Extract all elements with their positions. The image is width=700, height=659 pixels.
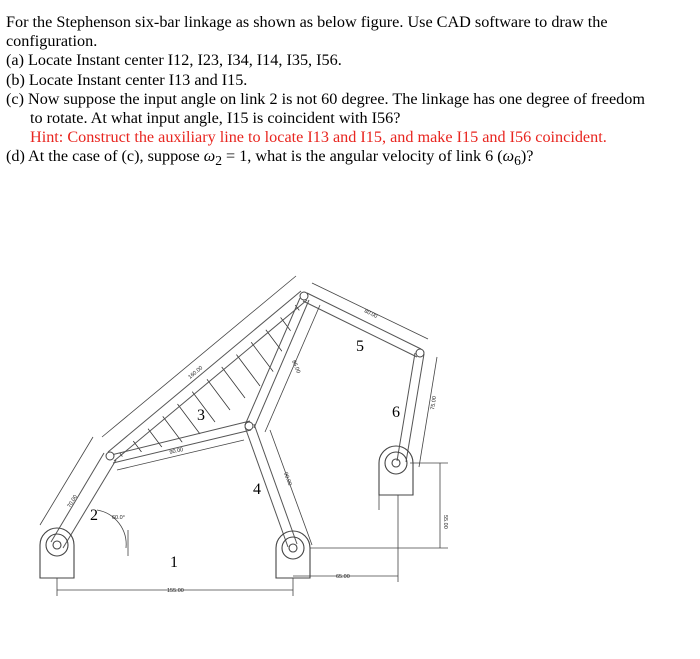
link-label-1: 1 [170, 554, 178, 571]
part-c-line-2: to rotate. At what input angle, I15 is coincident with I56? [30, 109, 401, 128]
joint-c-circle [245, 422, 253, 430]
part-d-prefix: (d) At the case of (c), suppose [6, 147, 204, 166]
omega2-symbol: ω [203, 147, 216, 166]
ground-support-o2 [40, 528, 74, 578]
dim-text-input-angle: 60.0° [112, 515, 125, 521]
coupler-right-edge [245, 298, 309, 428]
dim-text-vertical: 55.00 [442, 515, 448, 529]
coupler-top-edge [108, 291, 307, 461]
dim-text-link4: 90.00 [282, 471, 293, 487]
dim-text-ground-12-14: 155.00 [167, 588, 184, 594]
link-label-5: 5 [356, 338, 364, 355]
joint-a-circle [106, 452, 114, 460]
omega2-subscript: 2 [215, 153, 222, 169]
intro-line-2: configuration. [6, 32, 98, 51]
part-d-suffix: )? [520, 147, 534, 166]
omega6-subscript: 6 [514, 153, 521, 169]
link-label-4: 4 [253, 481, 261, 498]
dim-text-link6: 75.00 [430, 395, 439, 411]
dim-text-coupler-inner: 90.00 [169, 447, 184, 456]
dim-text-coupler-top: 160.00 [187, 365, 205, 381]
link-6-bar [397, 353, 424, 462]
dim-text-link5: 80.00 [363, 308, 379, 320]
part-d-mid: = 1, what is the angular velocity of link 6 ( [221, 147, 503, 166]
link-label-6: 6 [392, 404, 400, 421]
dim-line-link6 [419, 357, 437, 467]
coupler-bottom-edge [111, 421, 251, 463]
part-b: (b) Locate Instant center I13 and I15. [6, 70, 248, 89]
dim-line-coupler-right [265, 305, 320, 432]
hint: Hint: Construct the auxiliary line to locate I13 and I15, and make I15 and I56 coincident. [30, 128, 607, 147]
link-2-bar [51, 453, 116, 548]
link-label-3: 3 [197, 407, 205, 424]
dim-text-link2: 70.00 [66, 494, 79, 510]
ground-support-o4 [276, 531, 310, 578]
part-c-line-1: (c) Now suppose the input angle on link 2 is not 60 degree. The linkage has one degree of freedom [6, 89, 645, 108]
intro-line-1: For the Stephenson six-bar linkage as shown as below figure. Use CAD software to draw the [6, 13, 608, 31]
joint-d-circle [416, 349, 424, 357]
omega6-symbol: ω [502, 147, 515, 166]
part-a: (a) Locate Instant center I12, I23, I34, I14, I35, I56. [6, 51, 342, 70]
link-label-2: 2 [90, 507, 98, 524]
joint-b-circle [300, 292, 308, 300]
dim-text-ground-14-16: 65.00 [336, 574, 350, 580]
dim-text-coupler-right: 85.00 [290, 359, 302, 375]
